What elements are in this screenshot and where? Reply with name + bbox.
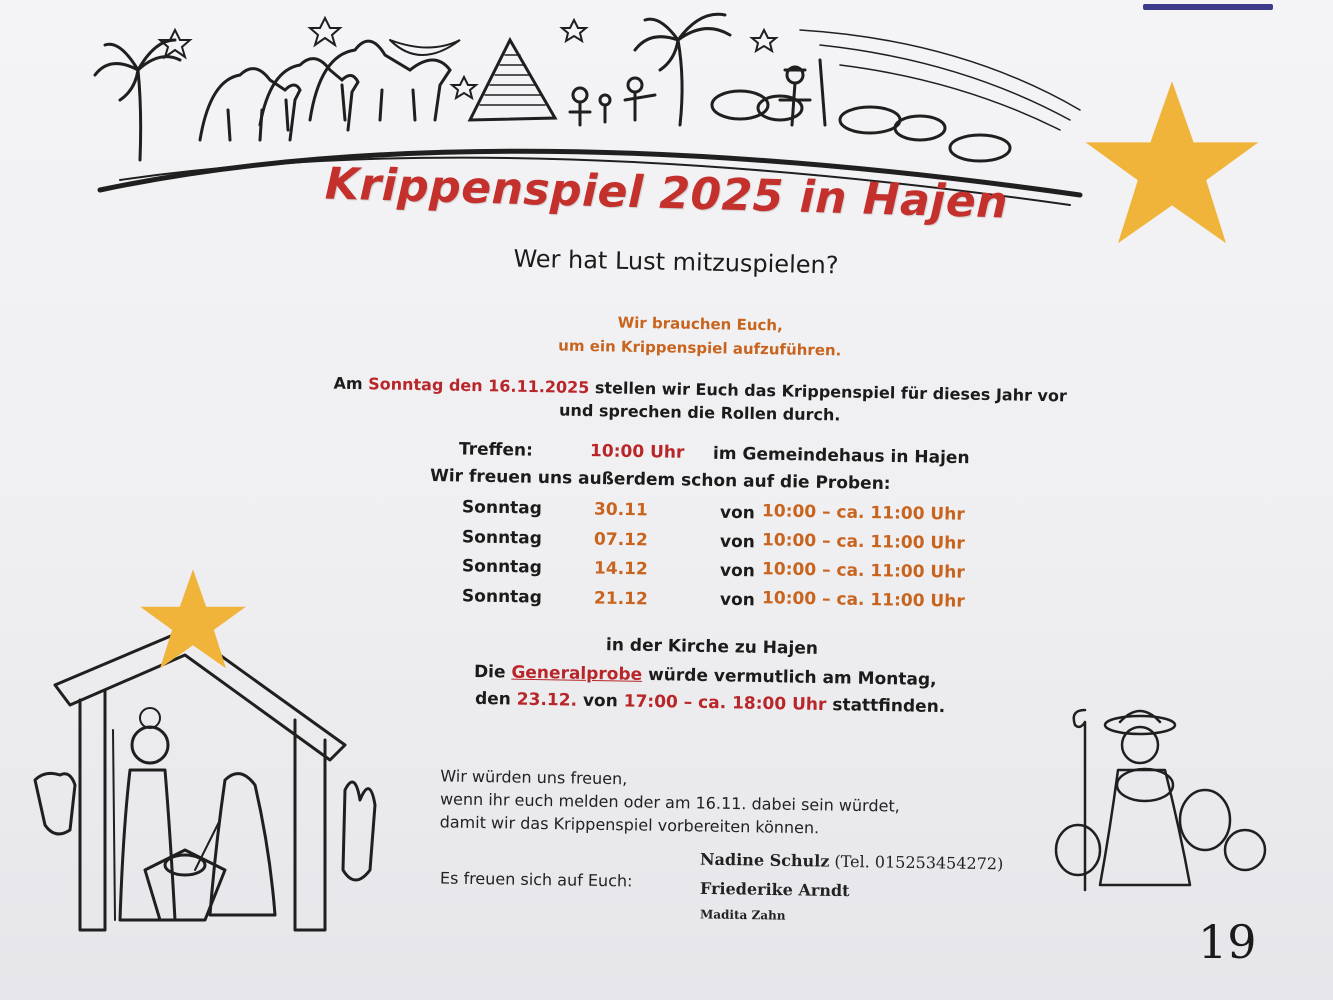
- probe-time: 10:00 – ca. 11:00 Uhr: [761, 559, 965, 583]
- closing-line-3: damit wir das Krippenspiel vorbereiten können.: [439, 812, 820, 838]
- generalprobe-date: 23.12.: [516, 689, 578, 711]
- contact-1: [700, 850, 1004, 874]
- generalprobe-time: 17:00 – ca. 18:00 Uhr: [623, 691, 827, 716]
- announcement-am: Am: [333, 373, 363, 394]
- intro-line-2: um ein Krippenspiel aufzuführen.: [558, 336, 842, 360]
- generalprobe-rest: würde vermutlich am Montag,: [647, 665, 937, 691]
- probe-date: 07.12: [593, 529, 648, 551]
- probe-time: 10:00 – ca. 11:00 Uhr: [761, 530, 965, 554]
- kirche-text: in der Kirche zu Hajen: [605, 635, 819, 659]
- closing-line-1: Wir würden uns freuen,: [440, 766, 628, 789]
- intro-line-1: Wir brauchen Euch,: [617, 313, 783, 335]
- probe-date: 30.11: [593, 499, 648, 521]
- closing-text: [439, 764, 900, 840]
- probe-day: Sonntag: [461, 586, 543, 608]
- probe-von: von: [719, 531, 756, 553]
- contact-name-3: Madita Zahn: [699, 907, 786, 923]
- contact-name-2: Friederike Arndt: [699, 878, 850, 901]
- probe-time: 10:00 – ca. 11:00 Uhr: [761, 588, 965, 612]
- page-title: Krippenspiel 2025 in Hajen: [324, 158, 1009, 229]
- contact-phone-1: (Tel. 015253454272): [834, 851, 1004, 874]
- page-number: 19: [1198, 915, 1257, 969]
- shepherd-with-sheep-illustration: [1040, 700, 1270, 900]
- contact-name-1: Nadine Schulz: [699, 849, 830, 871]
- probe-date: 14.12: [593, 558, 648, 580]
- announcement: [0, 366, 1333, 436]
- announcement-line-2: und sprechen die Rollen durch.: [558, 400, 841, 425]
- generalprobe-den: den: [474, 688, 512, 710]
- stable-star-icon: [138, 565, 248, 675]
- generalprobe-die: Die: [473, 661, 506, 683]
- treffen-label: Treffen:: [458, 439, 534, 461]
- closing-line-2: wenn ihr euch melden oder am 16.11. dabei sein würdet,: [439, 789, 900, 816]
- contacts-label: Es freuen sich auf Euch:: [439, 868, 633, 891]
- probe-von: von: [719, 502, 756, 524]
- probe-date: 21.12: [593, 588, 648, 610]
- intro-text: [0, 300, 1333, 372]
- page-subtitle: Wer hat Lust mitzuspielen?: [513, 244, 839, 280]
- proben-intro: Wir freuen uns außerdem schon auf die Proben:: [429, 465, 891, 495]
- announcement-date: Sonntag den 16.11.2025: [368, 374, 590, 398]
- treffen-place: im Gemeindehaus in Hajen: [712, 443, 970, 469]
- announcement-rest-1: stellen wir Euch das Krippenspiel für dieses Jahr vor: [594, 378, 1067, 406]
- probe-day: Sonntag: [461, 556, 543, 578]
- generalprobe-line: [474, 662, 937, 690]
- generalprobe-von: von: [582, 690, 618, 712]
- probe-von: von: [719, 589, 756, 611]
- probe-day: Sonntag: [461, 497, 543, 519]
- generalprobe-end: stattfinden.: [832, 695, 946, 718]
- probe-von: von: [719, 560, 756, 582]
- probe-day: Sonntag: [461, 527, 543, 549]
- treffen-time: 10:00 Uhr: [589, 441, 685, 463]
- generalprobe-date-line: [475, 689, 946, 717]
- probe-time: 10:00 – ca. 11:00 Uhr: [761, 501, 965, 525]
- generalprobe-word: Generalprobe: [511, 662, 643, 685]
